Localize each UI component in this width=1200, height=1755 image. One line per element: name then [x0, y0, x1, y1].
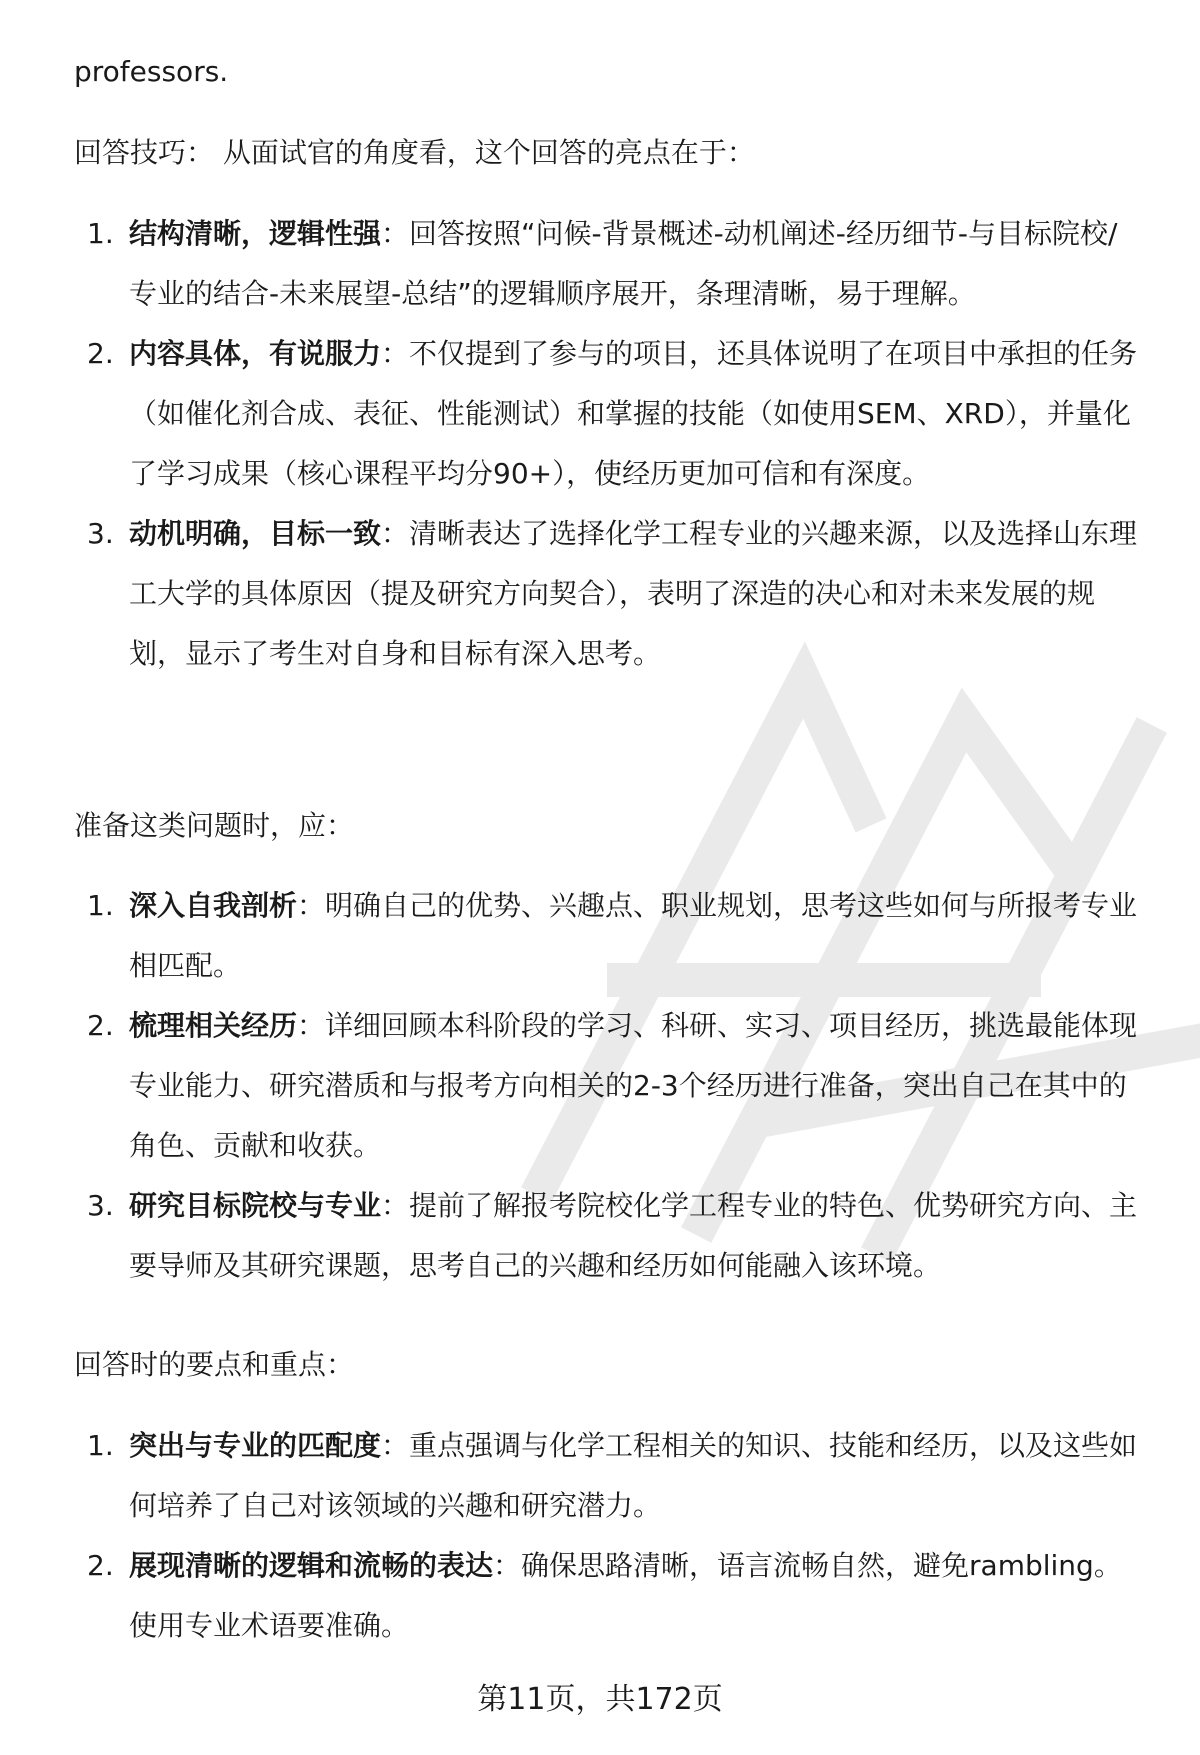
list-item-text: ：重点强调与化学工程相关的知识、技能和经历，以及这些如何培养了自己对该领域的兴趣和研究潜力。: [129, 1429, 1138, 1522]
list-item: [74, 504, 1144, 684]
list-number: 2.: [87, 1009, 114, 1042]
list-item-bold: 动机明确，目标一致: [129, 517, 382, 550]
list-number: 3.: [87, 1189, 114, 1222]
list-item: [74, 1176, 1144, 1296]
section-heading-keypoints: 回答时的要点和重点：: [74, 1348, 355, 1381]
list-item: [74, 1416, 1144, 1536]
list-item-text: ：回答按照“问候-背景概述-动机阐述-经历细节-与目标院校/专业的结合-未来展望-总结”的逻辑顺序展开，条理清晰，易于理解。: [129, 217, 1118, 310]
list-item-text: ：详细回顾本科阶段的学习、科研、实习、项目经历，挑选最能体现专业能力、研究潜质和与报考方向相关的2-3个经历进行准备，突出自己在其中的角色、贡献和收获。: [129, 1009, 1138, 1162]
list-item-bold: 研究目标院校与专业: [129, 1189, 382, 1222]
list-item-text: ：确保思路清晰，语言流畅自然，避免rambling。使用专业术语要准确。: [129, 1549, 1122, 1642]
list-number: 1.: [87, 889, 114, 922]
list-item: [74, 876, 1144, 996]
list-number: 1.: [87, 217, 114, 250]
list-item: [74, 1536, 1144, 1656]
list-item-bold: 结构清晰，逻辑性强: [129, 217, 382, 250]
section-heading-prepare: 准备这类问题时，应：: [74, 809, 355, 842]
prepare-list: [74, 876, 1144, 1296]
list-item-text: ：明确自己的优势、兴趣点、职业规划，思考这些如何与所报考专业相匹配。: [129, 889, 1138, 982]
lead-in-text: professors.: [74, 55, 229, 88]
list-item-bold: 梳理相关经历: [129, 1009, 298, 1042]
tips-list: [74, 204, 1144, 684]
list-item-bold: 内容具体，有说服力: [129, 337, 382, 370]
keypoints-list: [74, 1416, 1144, 1656]
list-item-text: ：不仅提到了参与的项目，还具体说明了在项目中承担的任务（如催化剂合成、表征、性能测试）和掌握的技能（如使用SEM、XRD），并量化了学习成果（核心课程平均分90+），使经历更加可信和有深度。: [129, 337, 1138, 490]
list-item-text: ：提前了解报考院校化学工程专业的特色、优势研究方向、主要导师及其研究课题，思考自己的兴趣和经历如何能融入该环境。: [129, 1189, 1138, 1282]
list-item-bold: 展现清晰的逻辑和流畅的表达: [129, 1549, 494, 1582]
section-heading-tips: 回答技巧： 从面试官的角度看，这个回答的亮点在于：: [74, 136, 755, 169]
list-number: 1.: [87, 1429, 114, 1462]
list-number: 2.: [87, 337, 114, 370]
list-number: 2.: [87, 1549, 114, 1582]
list-item-bold: 深入自我剖析: [129, 889, 298, 922]
list-number: 3.: [87, 517, 114, 550]
page-number-footer: 第11页，共172页: [477, 1682, 723, 1717]
list-item-bold: 突出与专业的匹配度: [129, 1429, 382, 1462]
list-item: [74, 204, 1144, 324]
list-item: [74, 996, 1144, 1176]
list-item: [74, 324, 1144, 504]
list-item-text: ：清晰表达了选择化学工程专业的兴趣来源，以及选择山东理工大学的具体原因（提及研究方向契合），表明了深造的决心和对未来发展的规划，显示了考生对自身和目标有深入思考。: [129, 517, 1138, 670]
document-page: [74, 0, 1144, 1755]
